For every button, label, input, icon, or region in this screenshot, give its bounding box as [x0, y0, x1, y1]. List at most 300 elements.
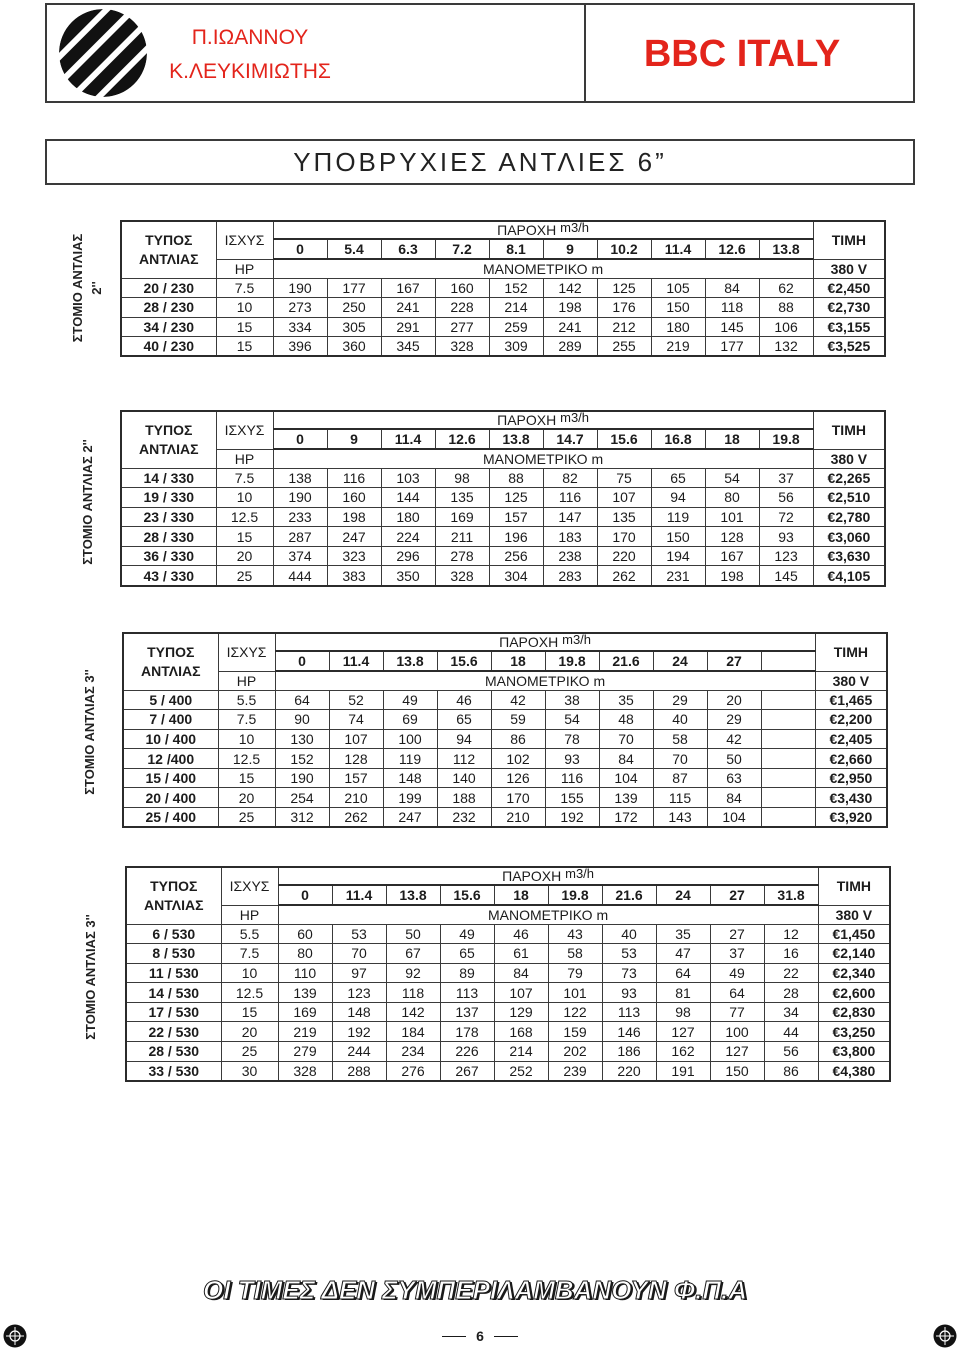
power-cell: 10: [216, 298, 273, 318]
head-value-cell: 113: [602, 1002, 656, 1022]
flow-value-cell: 31.8: [764, 885, 818, 905]
head-value-cell: 137: [440, 1002, 494, 1022]
voltage-header: 380 V: [813, 259, 885, 278]
page-number-area: [440, 1327, 520, 1345]
empty-cell: [761, 710, 815, 730]
head-value-cell: 177: [705, 337, 759, 357]
flow-value-cell: 9: [327, 429, 381, 449]
head-value-cell: 345: [381, 337, 435, 357]
pump-type-header-line2: ΑΝΤΛΙΑΣ: [139, 440, 199, 457]
units-row: [126, 905, 890, 924]
head-value-cell: 12: [764, 924, 818, 944]
head-value-cell: 305: [327, 317, 381, 337]
power-cell: 25: [218, 808, 275, 828]
head-value-cell: 101: [548, 983, 602, 1003]
head-value-cell: 157: [489, 507, 543, 527]
flow-value-cell: 24: [653, 651, 707, 671]
price-cell: €3,525: [813, 337, 885, 357]
flow-value-cell: 15.6: [597, 429, 651, 449]
head-value-cell: 106: [759, 317, 813, 337]
registration-mark-icon: [3, 1324, 27, 1348]
head-value-cell: 374: [273, 546, 327, 566]
head-value-cell: 93: [545, 749, 599, 769]
flow-value-cell: 9: [543, 239, 597, 259]
head-value-cell: 139: [278, 983, 332, 1003]
power-cell: 25: [216, 566, 273, 586]
head-value-cell: 50: [386, 924, 440, 944]
power-cell: 15: [216, 527, 273, 547]
pump-type-header: [121, 411, 216, 468]
flow-value-cell: 15.6: [440, 885, 494, 905]
head-value-cell: 88: [489, 468, 543, 488]
head-value-cell: 350: [381, 566, 435, 586]
price-cell: €3,920: [815, 808, 887, 828]
head-value-cell: 150: [651, 527, 705, 547]
head-value-cell: 84: [705, 278, 759, 298]
table-row: [123, 808, 887, 828]
pump-type-header-line2: ΑΝΤΛΙΑΣ: [139, 250, 199, 267]
power-cell: 7.5: [221, 944, 278, 964]
pump-type-header-line1: ΤΥΠΟΣ: [147, 643, 195, 660]
head-value-cell: 202: [548, 1042, 602, 1062]
price-header: ΤΙΜΗ: [815, 633, 887, 671]
head-value-cell: 142: [543, 278, 597, 298]
power-header: ΙΣΧΥΣ: [218, 633, 275, 671]
head-value-cell: 61: [494, 944, 548, 964]
outlet-label: ΣΤΟΜΙΟ ΑΝΤΛΙΑΣ 2'': [80, 439, 95, 565]
pump-model-cell: 33 / 530: [126, 1061, 221, 1081]
flow-value-cell: 16.8: [651, 429, 705, 449]
head-value-cell: 72: [759, 507, 813, 527]
head-value-cell: 65: [440, 944, 494, 964]
table-row: [126, 1022, 890, 1042]
table-row: [126, 924, 890, 944]
head-value-cell: 172: [599, 808, 653, 828]
head-value-cell: 40: [602, 924, 656, 944]
table-row: [121, 527, 885, 547]
head-value-cell: 110: [278, 963, 332, 983]
head-value-cell: 155: [545, 788, 599, 808]
head-value-cell: 169: [278, 1002, 332, 1022]
head-value-cell: 129: [494, 1002, 548, 1022]
pump-model-cell: 20 / 400: [123, 788, 218, 808]
head-value-cell: 188: [437, 788, 491, 808]
head-value-cell: 278: [435, 546, 489, 566]
head-value-cell: 234: [386, 1042, 440, 1062]
head-value-cell: 20: [707, 690, 761, 710]
head-value-cell: 94: [651, 488, 705, 508]
table-header-row: [121, 411, 885, 429]
head-value-cell: 132: [759, 337, 813, 357]
outlet-label-line1: ΣΤΟΜΙΟ ΑΝΤΛΙΑΣ: [70, 233, 85, 343]
head-value-cell: 49: [440, 924, 494, 944]
head-value-cell: 220: [602, 1061, 656, 1081]
head-value-cell: 88: [759, 298, 813, 318]
head-value-cell: 73: [602, 963, 656, 983]
head-value-cell: 323: [327, 546, 381, 566]
head-value-cell: 119: [651, 507, 705, 527]
power-header: ΙΣΧΥΣ: [216, 411, 273, 449]
head-value-cell: 122: [548, 1002, 602, 1022]
header-divider: [584, 5, 586, 101]
empty-cell: [761, 729, 815, 749]
head-value-cell: 87: [653, 768, 707, 788]
head-value-cell: 138: [273, 468, 327, 488]
head-value-cell: 67: [386, 944, 440, 964]
head-value-cell: 29: [707, 710, 761, 730]
pump-type-header: [126, 867, 221, 924]
table-row: [121, 468, 885, 488]
head-header: ΜΑΝΟΜΕΤΡΙΚΟ m: [278, 905, 818, 924]
head-value-cell: 89: [440, 963, 494, 983]
head-value-cell: 247: [327, 527, 381, 547]
pump-model-cell: 19 / 330: [121, 488, 216, 508]
flow-value-cell: 13.8: [489, 429, 543, 449]
flow-value-cell: 0: [273, 429, 327, 449]
flow-rate-header: [273, 411, 813, 429]
head-value-cell: 42: [491, 690, 545, 710]
price-cell: €2,660: [815, 749, 887, 769]
table-row: [121, 337, 885, 357]
table-row: [126, 1061, 890, 1081]
head-value-cell: 328: [435, 337, 489, 357]
head-value-cell: 219: [651, 337, 705, 357]
head-value-cell: 56: [764, 1042, 818, 1062]
power-cell: 10: [218, 729, 275, 749]
power-cell: 7.5: [216, 468, 273, 488]
head-value-cell: 81: [656, 983, 710, 1003]
power-cell: 7.5: [216, 278, 273, 298]
head-value-cell: 86: [764, 1061, 818, 1081]
power-cell: 12.5: [216, 507, 273, 527]
flow-value-cell: 19.8: [759, 429, 813, 449]
price-cell: €4,380: [818, 1061, 890, 1081]
price-header: ΤΙΜΗ: [813, 221, 885, 259]
head-value-cell: 123: [759, 546, 813, 566]
head-value-cell: 115: [653, 788, 707, 808]
flow-value-cell: 10.2: [597, 239, 651, 259]
head-value-cell: 70: [599, 729, 653, 749]
power-cell: 5.5: [221, 924, 278, 944]
head-value-cell: 90: [275, 710, 329, 730]
head-value-cell: 84: [599, 749, 653, 769]
flow-rate-label: ΠΑΡΟΧΗ: [497, 411, 557, 428]
head-value-cell: 142: [386, 1002, 440, 1022]
head-value-cell: 118: [386, 983, 440, 1003]
head-value-cell: 309: [489, 337, 543, 357]
head-value-cell: 94: [437, 729, 491, 749]
head-value-cell: 169: [435, 507, 489, 527]
head-value-cell: 226: [440, 1042, 494, 1062]
head-value-cell: 27: [710, 924, 764, 944]
head-value-cell: 84: [494, 963, 548, 983]
pump-model-cell: 22 / 530: [126, 1022, 221, 1042]
head-value-cell: 150: [710, 1061, 764, 1081]
letterhead: [45, 3, 915, 103]
head-value-cell: 238: [543, 546, 597, 566]
head-value-cell: 54: [705, 468, 759, 488]
table-row: [121, 298, 885, 318]
pump-type-header: [123, 633, 218, 690]
head-value-cell: 291: [381, 317, 435, 337]
head-value-cell: 198: [543, 298, 597, 318]
head-value-cell: 287: [273, 527, 327, 547]
head-value-cell: 178: [440, 1022, 494, 1042]
power-cell: 30: [221, 1061, 278, 1081]
pump-model-cell: 7 / 400: [123, 710, 218, 730]
flow-value-cell: 14.7: [543, 429, 597, 449]
head-value-cell: 46: [494, 924, 548, 944]
hp-header: HP: [216, 449, 273, 468]
head-value-cell: 160: [435, 278, 489, 298]
head-value-cell: 170: [597, 527, 651, 547]
price-cell: €1,465: [815, 690, 887, 710]
head-value-cell: 84: [707, 788, 761, 808]
head-value-cell: 233: [273, 507, 327, 527]
head-value-cell: 283: [543, 566, 597, 586]
head-value-cell: 102: [491, 749, 545, 769]
head-value-cell: 93: [759, 527, 813, 547]
head-value-cell: 52: [329, 690, 383, 710]
head-value-cell: 37: [759, 468, 813, 488]
flow-value-cell: 18: [494, 885, 548, 905]
company-name-line1: Π.ΙΩΑΝΝΟΥ: [191, 26, 309, 49]
head-value-cell: 220: [597, 546, 651, 566]
head-value-cell: 267: [440, 1061, 494, 1081]
head-value-cell: 148: [383, 768, 437, 788]
table-row: [121, 507, 885, 527]
head-value-cell: 250: [327, 298, 381, 318]
head-value-cell: 70: [653, 749, 707, 769]
head-value-cell: 167: [705, 546, 759, 566]
head-value-cell: 125: [489, 488, 543, 508]
head-value-cell: 190: [273, 488, 327, 508]
head-value-cell: 126: [491, 768, 545, 788]
head-value-cell: 97: [332, 963, 386, 983]
pump-model-cell: 12 /400: [123, 749, 218, 769]
pump-model-cell: 17 / 530: [126, 1002, 221, 1022]
flow-value-cell: 27: [707, 651, 761, 671]
price-cell: €3,155: [813, 317, 885, 337]
outlet-label: [68, 223, 106, 353]
price-cell: €2,200: [815, 710, 887, 730]
head-value-cell: 296: [381, 546, 435, 566]
flow-rate-label: ΠΑΡΟΧΗ: [502, 867, 562, 884]
flow-value-cell: 24: [656, 885, 710, 905]
pump-model-cell: 25 / 400: [123, 808, 218, 828]
head-value-cell: 146: [602, 1022, 656, 1042]
head-value-cell: 64: [656, 963, 710, 983]
head-value-cell: 145: [705, 317, 759, 337]
flow-rate-label: ΠΑΡΟΧΗ: [499, 633, 559, 650]
head-value-cell: 176: [597, 298, 651, 318]
head-value-cell: 252: [494, 1061, 548, 1081]
price-cell: €3,250: [818, 1022, 890, 1042]
pump-model-cell: 8 / 530: [126, 944, 221, 964]
pump-type-header-line1: ΤΥΠΟΣ: [150, 877, 198, 894]
head-value-cell: 78: [545, 729, 599, 749]
table-row: [121, 488, 885, 508]
power-header: ΙΣΧΥΣ: [216, 221, 273, 259]
head-value-cell: 241: [543, 317, 597, 337]
head-value-cell: 312: [275, 808, 329, 828]
table-row: [123, 710, 887, 730]
head-value-cell: 38: [545, 690, 599, 710]
flow-value-cell: 19.8: [548, 885, 602, 905]
power-cell: 15: [216, 317, 273, 337]
head-value-cell: 62: [759, 278, 813, 298]
head-value-cell: 119: [383, 749, 437, 769]
head-value-cell: 35: [599, 690, 653, 710]
head-value-cell: 40: [653, 710, 707, 730]
table-row: [126, 1042, 890, 1062]
empty-cell: [761, 788, 815, 808]
head-value-cell: 101: [705, 507, 759, 527]
head-value-cell: 152: [275, 749, 329, 769]
flow-value-cell: 6.3: [381, 239, 435, 259]
empty-cell: [761, 768, 815, 788]
power-cell: 15: [221, 1002, 278, 1022]
head-value-cell: 69: [383, 710, 437, 730]
head-value-cell: 22: [764, 963, 818, 983]
head-value-cell: 113: [440, 983, 494, 1003]
head-value-cell: 262: [329, 808, 383, 828]
head-value-cell: 37: [710, 944, 764, 964]
power-header: ΙΣΧΥΣ: [221, 867, 278, 905]
units-row: [121, 259, 885, 278]
head-value-cell: 212: [597, 317, 651, 337]
head-value-cell: 77: [710, 1002, 764, 1022]
table-header-row: [126, 867, 890, 885]
price-cell: €2,780: [813, 507, 885, 527]
head-value-cell: 118: [705, 298, 759, 318]
head-value-cell: 328: [278, 1061, 332, 1081]
table-row: [121, 566, 885, 586]
flow-value-cell: 0: [273, 239, 327, 259]
head-value-cell: 53: [602, 944, 656, 964]
flow-rate-header: [275, 633, 815, 651]
head-value-cell: 29: [653, 690, 707, 710]
flow-value-cell: 15.6: [437, 651, 491, 671]
head-value-cell: 58: [548, 944, 602, 964]
company-name-line2: Κ.ΛΕΥΚΙΜΙΩΤΗΣ: [169, 60, 331, 83]
head-value-cell: 211: [435, 527, 489, 547]
head-value-cell: 304: [489, 566, 543, 586]
units-row: [123, 671, 887, 690]
head-value-cell: 157: [329, 768, 383, 788]
head-value-cell: 241: [381, 298, 435, 318]
flow-value-cell: 21.6: [602, 885, 656, 905]
head-value-cell: 64: [710, 983, 764, 1003]
flow-value-cell: 21.6: [599, 651, 653, 671]
pump-model-cell: 6 / 530: [126, 924, 221, 944]
pump-model-cell: 5 / 400: [123, 690, 218, 710]
outlet-label: ΣΤΟΜΙΟ ΑΝΤΛΙΑΣ 3'': [83, 914, 98, 1040]
price-cell: €2,510: [813, 488, 885, 508]
head-value-cell: 34: [764, 1002, 818, 1022]
head-value-cell: 123: [332, 983, 386, 1003]
voltage-header: 380 V: [818, 905, 890, 924]
table-row: [123, 768, 887, 788]
power-cell: 20: [216, 546, 273, 566]
pump-table-4: [125, 866, 891, 1082]
head-value-cell: 159: [548, 1022, 602, 1042]
price-cell: €2,600: [818, 983, 890, 1003]
head-value-cell: 103: [381, 468, 435, 488]
flow-value-cell: 11.4: [332, 885, 386, 905]
head-value-cell: 125: [597, 278, 651, 298]
head-value-cell: 247: [383, 808, 437, 828]
price-cell: €2,140: [818, 944, 890, 964]
power-cell: 5.5: [218, 690, 275, 710]
flow-value-cell: 13.8: [386, 885, 440, 905]
head-value-cell: 360: [327, 337, 381, 357]
head-value-cell: 190: [273, 278, 327, 298]
head-value-cell: 70: [332, 944, 386, 964]
head-value-cell: 254: [275, 788, 329, 808]
table-row: [121, 278, 885, 298]
head-value-cell: 152: [489, 278, 543, 298]
table-row: [126, 983, 890, 1003]
price-cell: €1,450: [818, 924, 890, 944]
head-value-cell: 48: [599, 710, 653, 730]
head-value-cell: 192: [332, 1022, 386, 1042]
page-rule-right: [494, 1336, 518, 1337]
head-value-cell: 104: [707, 808, 761, 828]
pump-table-grid: [122, 632, 888, 828]
head-value-cell: 43: [548, 924, 602, 944]
table-row: [126, 963, 890, 983]
registration-mark-icon: [933, 1324, 957, 1348]
pump-model-cell: 23 / 330: [121, 507, 216, 527]
head-value-cell: 168: [494, 1022, 548, 1042]
head-value-cell: 116: [545, 768, 599, 788]
head-value-cell: 107: [494, 983, 548, 1003]
head-value-cell: 60: [278, 924, 332, 944]
table-row: [126, 1002, 890, 1022]
voltage-header: 380 V: [813, 449, 885, 468]
empty-cell: [761, 690, 815, 710]
pump-model-cell: 28 / 330: [121, 527, 216, 547]
pump-model-cell: 28 / 230: [121, 298, 216, 318]
pump-model-cell: 28 / 530: [126, 1042, 221, 1062]
pump-model-cell: 20 / 230: [121, 278, 216, 298]
head-value-cell: 162: [656, 1042, 710, 1062]
head-value-cell: 147: [543, 507, 597, 527]
head-value-cell: 199: [383, 788, 437, 808]
head-value-cell: 444: [273, 566, 327, 586]
head-value-cell: 98: [435, 468, 489, 488]
price-cell: €3,060: [813, 527, 885, 547]
head-value-cell: 273: [273, 298, 327, 318]
head-value-cell: 140: [437, 768, 491, 788]
flow-rate-unit: m3/h: [560, 221, 590, 235]
head-value-cell: 194: [651, 546, 705, 566]
head-value-cell: 104: [599, 768, 653, 788]
head-value-cell: 277: [435, 317, 489, 337]
price-cell: €2,265: [813, 468, 885, 488]
head-value-cell: 139: [599, 788, 653, 808]
head-value-cell: 167: [381, 278, 435, 298]
flow-value-cell: 7.2: [435, 239, 489, 259]
power-cell: 20: [218, 788, 275, 808]
price-cell: €2,340: [818, 963, 890, 983]
pump-table-grid: [125, 866, 891, 1082]
head-value-cell: 80: [278, 944, 332, 964]
pump-model-cell: 14 / 330: [121, 468, 216, 488]
head-value-cell: 177: [327, 278, 381, 298]
power-cell: 12.5: [221, 983, 278, 1003]
